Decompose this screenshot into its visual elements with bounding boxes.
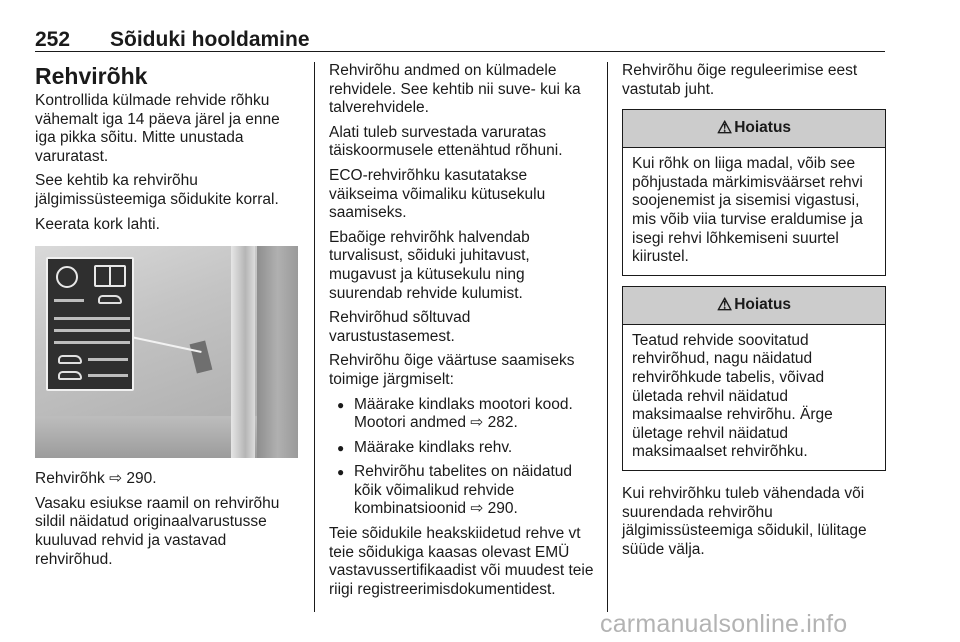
paragraph: Rehvirõhud sõltuvad varustustasemest. xyxy=(329,309,471,345)
label-row xyxy=(54,317,130,320)
list-item: ● Määrake kindlaks rehv. xyxy=(329,439,595,458)
paragraph: Ebaõige rehvirõhk halvendab turvalisust, sõiduki juhitavust, mugavust ja kütusekulu ning suurendab rehvide kulumist. xyxy=(329,228,530,302)
paragraph: Alati tuleb survestada varuratas täiskoormusele ettenähtud rõhuni. xyxy=(329,123,563,160)
label-row xyxy=(54,299,84,302)
column-divider-left xyxy=(314,62,315,612)
car-icon xyxy=(58,355,82,364)
paragraph: Rehvirõhu andmed on külmadele rehvidele. See kehtib nii suve- kui ka talverehvidele. xyxy=(329,62,581,117)
tire-badge-icon xyxy=(56,266,78,288)
warning-header xyxy=(623,110,885,148)
warning-triangle-icon: ⚠ xyxy=(716,118,733,138)
warning-title: Hoiatus xyxy=(734,295,792,313)
watermark: carmanualsonline.info xyxy=(600,610,848,638)
warning-triangle-icon: ⚠ xyxy=(716,294,733,314)
sticker-on-frame xyxy=(190,341,213,374)
list-item: ● Rehvirõhu tabelites on näidatud kõik võimalikud rehvide kombinatsioonid ⇨ 290. xyxy=(329,463,595,519)
tire-pressure-label-photo xyxy=(35,246,298,458)
column-divider-right xyxy=(607,62,608,612)
paragraph: Rehvirõhu õige väärtuse saamiseks toimige järgmiselt: xyxy=(329,352,575,388)
chapter-title: Sõiduki hooldamine xyxy=(110,28,310,51)
label-row xyxy=(54,341,130,344)
bullet-list xyxy=(329,396,595,520)
paragraph: See kehtib ka rehvirõhu jälgimissüsteemiga sõidukite korral. xyxy=(35,172,279,208)
door-seal xyxy=(257,246,298,458)
warning-text: Kui rõhk on liiga madal, võib see põhjustada märkimisväärset rehvi soojenemist ja sisemisi vigastusi, mis võib viia turvise eraldumise ja isegi rehvi lõhkemiseni suurtel kiirustel. xyxy=(632,155,863,266)
page-header xyxy=(35,8,885,52)
warning-box xyxy=(622,109,886,276)
car-icon xyxy=(98,295,122,304)
section-title: Rehvirõhk xyxy=(35,63,148,89)
warning-text: Teatud rehvide soovitatud rehvirõhud, nagu näidatud rehvirõhkude tabelis, võivad ületada rehvil näidatud maksimaalse rehvirõhu. Ärge ületage rehvil näidatud maksimaalset rehvirõhku. xyxy=(632,331,833,461)
warning-box xyxy=(622,286,886,471)
paragraph: Vasaku esiukse raamil on rehvirõhu sildil näidatud originaalvarustusse kuuluvad rehvid ja vastavad rehvirõhud. xyxy=(35,494,280,568)
manual-book-icon xyxy=(94,265,126,287)
label-row xyxy=(54,329,130,332)
paragraph: Kui rehvirõhku tuleb vähendada või suurendada rehvirõhu jälgimissüsteemiga sõidukil, lülitage süüde välja. xyxy=(622,484,867,558)
car-icon xyxy=(58,371,82,380)
tire-pressure-label-magnified xyxy=(46,257,134,391)
paragraph: Rehvirõhk ⇨ 290. xyxy=(35,470,157,488)
paragraph: Keerata kork lahti. xyxy=(35,215,160,233)
paragraph: Teie sõidukile heakskiidetud rehve vt teie sõidukiga kaasas olevast EMÜ vastavussertifikaadist või muudest teie riigi registreerimisdokumentidest. xyxy=(329,525,594,598)
paragraph: ECO-rehvirõhku kasutatakse väikseima võimaliku kütusekulu saamiseks. xyxy=(329,166,546,222)
warning-header xyxy=(623,287,885,325)
page-number: 252 xyxy=(35,28,71,51)
column-middle xyxy=(329,62,595,605)
door-frame xyxy=(231,246,255,458)
list-item: ● Määrake kindlaks mootori kood. Mootori andmed ⇨ 282. xyxy=(329,396,595,433)
warning-title: Hoiatus xyxy=(734,119,792,137)
paragraph: Rehvirõhu õige reguleerimise eest vastutab juht. xyxy=(622,62,858,98)
label-row xyxy=(88,358,128,361)
column-right xyxy=(622,62,886,565)
paragraph: Kontrollida külmade rehvide rõhku vähemalt iga 14 päeva järel ja enne iga pikka sõitu. Mitte unustada varuratast. xyxy=(35,92,280,165)
label-row xyxy=(88,374,128,377)
column-left xyxy=(35,62,300,575)
